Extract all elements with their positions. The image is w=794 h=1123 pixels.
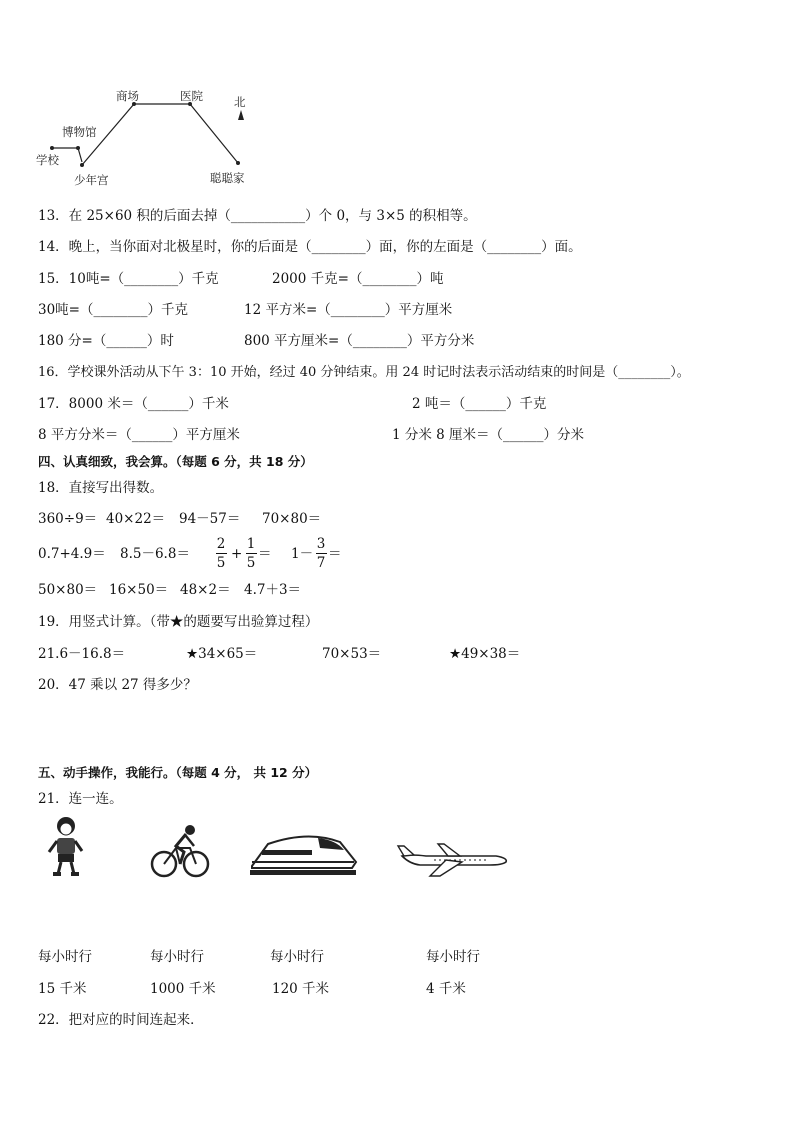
question-15d: 12 平方米=（________）平方厘米 [244,302,453,318]
fraction-denominator: 5 [246,555,256,571]
q19-item-3: 70×53＝ [322,646,382,662]
q19-item-2: ★34×65＝ [186,646,258,662]
fraction-denominator: 7 [316,555,326,571]
speed-label-2: 每小时行 [150,949,204,965]
map-label-school: 学校 [36,153,59,167]
map-point-youth-palace [80,163,84,167]
cyclist-image [150,822,210,880]
question-18-title: 18．直接写出得数。 [38,480,164,496]
fraction-numerator: 1 [246,536,256,552]
section-5-heading: 五、动手操作，我能行。（每题 4 分， 共 12 分） [38,765,318,780]
map-point-home [236,161,240,165]
speed-label-4: 每小时行 [426,949,480,965]
q18-item-2: 40×22＝ [106,511,166,527]
q18-item-3: 94－57＝ [179,511,241,527]
fraction-prefix: 1－ [291,546,314,562]
question-15f: 800 平方厘米=（________）平方分米 [244,333,475,349]
q18-item-7: 50×80＝ [38,582,98,598]
question-20: 20．47 乘以 27 得多少？ [38,677,197,693]
question-22: 22．把对应的时间连起来． [38,1012,204,1028]
map-label-home: 聪聪家 [210,171,245,185]
q19-item-1: 21.6－16.8＝ [38,646,126,662]
map-point-school [50,146,54,150]
q19-item-4: ★49×38＝ [449,646,521,662]
map-label-hospital: 医院 [180,89,203,103]
fraction-numerator: 2 [216,536,226,552]
q18-item-1: 360÷9＝ [38,511,98,527]
equals-sign: ＝ [258,546,272,562]
fraction-bar [316,553,327,554]
question-13: 13．在 25×60 积的后面去掉（___________）个 0，与 3×5 的积相等。 [38,208,477,224]
question-15a: 15．10吨=（________）千克 [38,271,219,287]
q18-item-10: 4.7＋3＝ [244,582,302,598]
map-north-label: 北 [234,95,246,109]
q18-item-5: 0.7+4.9＝ [38,546,106,562]
map-label-mall: 商场 [116,89,139,103]
question-17d: 1 分米 8 厘米＝（______）分米 [392,427,585,443]
question-14: 14．晚上，当你面对北极星时，你的后面是（________）面，你的左面是（________）面。 [38,239,582,255]
fraction-denominator: 5 [216,555,226,571]
q18-item-8: 16×50＝ [109,582,169,598]
speed-value-1: 15 千米 [38,981,87,997]
question-17b: 2 吨＝（______）千克 [412,396,547,412]
question-15b: 2000 千克=（________）吨 [272,271,444,287]
map-label-museum: 博物馆 [62,125,97,139]
speed-label-1: 每小时行 [38,949,92,965]
map-label-youth-palace: 少年宫 [74,173,109,187]
north-arrow-icon [238,110,244,120]
location-map [30,80,270,192]
speed-label-3: 每小时行 [270,949,324,965]
fraction-numerator: 3 [316,536,326,552]
q18-item-6: 8.5－6.8＝ [120,546,190,562]
question-21-title: 21．连一连。 [38,791,123,807]
child-walking-image [44,814,88,878]
q18-item-9: 48×2＝ [180,582,231,598]
question-19-title: 19．用竖式计算。（带★的题要写出验算过程） [38,614,319,630]
speed-value-2: 1000 千米 [150,981,216,997]
question-15c: 30吨=（________）千克 [38,302,188,318]
fraction-bar [246,553,257,554]
speed-value-4: 4 千米 [426,981,466,997]
map-route-main [82,104,238,165]
fraction-bar [216,553,227,554]
section-4-heading: 四、认真细致，我会算。（每题 6 分，共 18 分） [38,454,313,469]
question-16: 16．学校课外活动从下午 3：10 开始，经过 40 分钟结束。用 24 时记时法表示活动结束的时间是（________）。 [38,365,690,380]
question-17a: 17．8000 米＝（______）千米 [38,396,229,412]
question-15e: 180 分=（______）时 [38,333,174,349]
equals-sign: ＝ [328,546,342,562]
map-point-museum [76,146,80,150]
speed-value-3: 120 千米 [272,981,330,997]
question-17c: 8 平方分米＝（______）平方厘米 [38,427,240,443]
train-image [248,828,358,878]
plus-sign: + [231,546,243,562]
q18-item-4: 70×80＝ [262,511,322,527]
airplane-image [396,838,510,878]
